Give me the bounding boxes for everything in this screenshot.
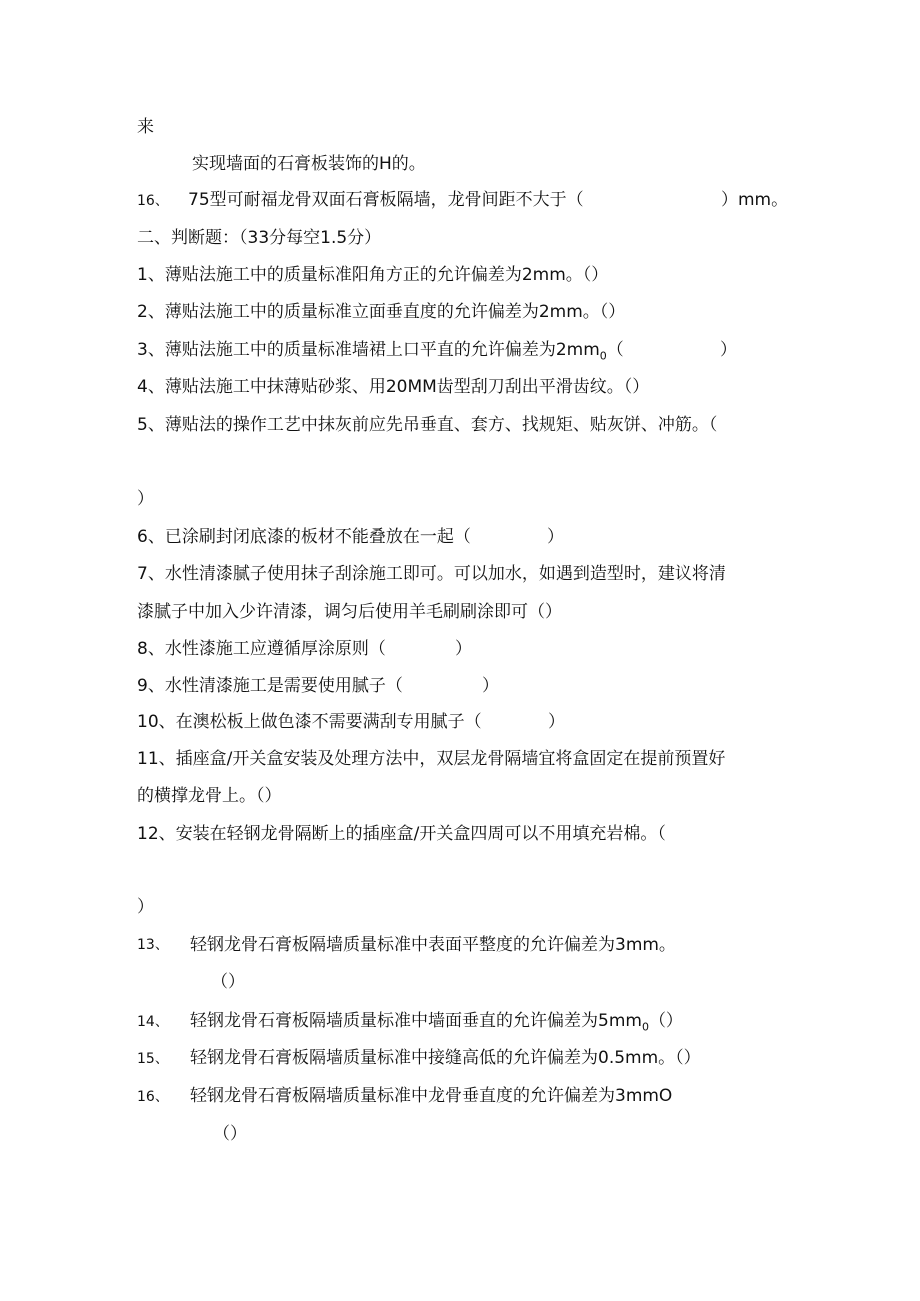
- judgment-14: [190, 1010, 683, 1038]
- judgment-14-text: 轻钢龙骨石膏板隔墙质量标准中墙面垂直的允许偏差为5mm: [190, 1011, 642, 1031]
- judgment-4: 4、薄贴法施工中抹薄贴砂浆、用20MM齿型刮刀刮出平滑齿纹。（）: [137, 377, 650, 397]
- judgment-14-number: 14、: [137, 1014, 169, 1030]
- judgment-15: 轻钢龙骨石膏板隔墙质量标准中接缝高低的允许偏差为0.5mm。（）: [190, 1048, 701, 1068]
- judgment-2: 2、薄贴法施工中的质量标准立面垂直度的允许偏差为2mm。（）: [137, 302, 626, 322]
- judgment-1: 1、薄贴法施工中的质量标准阳角方正的允许偏差为2mm。（）: [137, 265, 609, 285]
- line-purpose: 实现墙面的石膏板装饰的H的。: [192, 154, 426, 174]
- section-title-judgment: 二、判断题：（33分每空1.5分）: [137, 228, 382, 248]
- judgment-3: [137, 339, 624, 367]
- judgment-14-subscript: 0: [641, 1020, 649, 1034]
- judgment-7-line1: 7、水性清漆腻子使用抹子刮涂施工即可。可以加水，如遇到造型时，建议将清: [137, 564, 726, 584]
- judgment-8-end: ）: [455, 639, 472, 659]
- judgment-11-line1: 11、插座盒/开关盒安装及处理方法中，双层龙骨隔墙宜将盒固定在提前预置好: [137, 749, 726, 769]
- judgment-10-end: ）: [548, 712, 565, 732]
- judgment-16: 轻钢龙骨石膏板隔墙质量标准中龙骨垂直度的允许偏差为3mmO: [190, 1086, 673, 1106]
- judgment-13-end: （）: [211, 972, 245, 992]
- judgment-15-number: 15、: [137, 1051, 169, 1067]
- judgment-12: 12、安装在轻钢龙骨隔断上的插座盒/开关盒四周可以不用填充岩棉。（: [137, 824, 666, 844]
- judgment-5: 5、薄贴法的操作工艺中抹灰前应先吊垂直、套方、找规矩、贴灰饼、冲筋。（: [137, 415, 718, 435]
- judgment-13: 轻钢龙骨石膏板隔墙质量标准中表面平整度的允许偏差为3mm。: [190, 935, 676, 955]
- judgment-16-end: （）: [213, 1124, 247, 1144]
- judgment-7-line2: 漆腻子中加入少许清漆，调匀后使用羊毛刷刷涂即可（）: [137, 602, 562, 622]
- question-16a-number: 16、: [137, 193, 169, 209]
- line-continuation: 来: [137, 117, 154, 137]
- question-16a-end: ）mm。: [721, 190, 789, 210]
- judgment-3-subscript: 0: [599, 349, 607, 363]
- judgment-10: 10、在澳松板上做色漆不需要满刮专用腻子（: [137, 712, 482, 732]
- judgment-9-end: ）: [482, 676, 499, 696]
- judgment-16-number: 16、: [137, 1089, 169, 1105]
- judgment-11-line2: 的横撑龙骨上。（）: [137, 786, 282, 806]
- judgment-5-end: ）: [137, 489, 154, 509]
- judgment-14-bracket: （）: [648, 1011, 683, 1031]
- judgment-9: 9、水性清漆施工是需要使用腻子（: [137, 676, 403, 696]
- judgment-13-number: 13、: [137, 937, 169, 953]
- judgment-8: 8、水性漆施工应遵循厚涂原则（: [137, 639, 386, 659]
- judgment-6-end: ）: [547, 527, 564, 547]
- judgment-3-open: （: [606, 340, 624, 360]
- judgment-3-close: ）: [720, 340, 737, 360]
- question-16a-text: 75型可耐福龙骨双面石膏板隔墙，龙骨间距不大于（: [188, 190, 584, 210]
- judgment-3-text: 3、薄贴法施工中的质量标准墙裙上口平直的允许偏差为2mm: [137, 340, 600, 360]
- judgment-6: 6、已涂刷封闭底漆的板材不能叠放在一起（: [137, 527, 471, 547]
- judgment-12-end: ）: [137, 897, 154, 917]
